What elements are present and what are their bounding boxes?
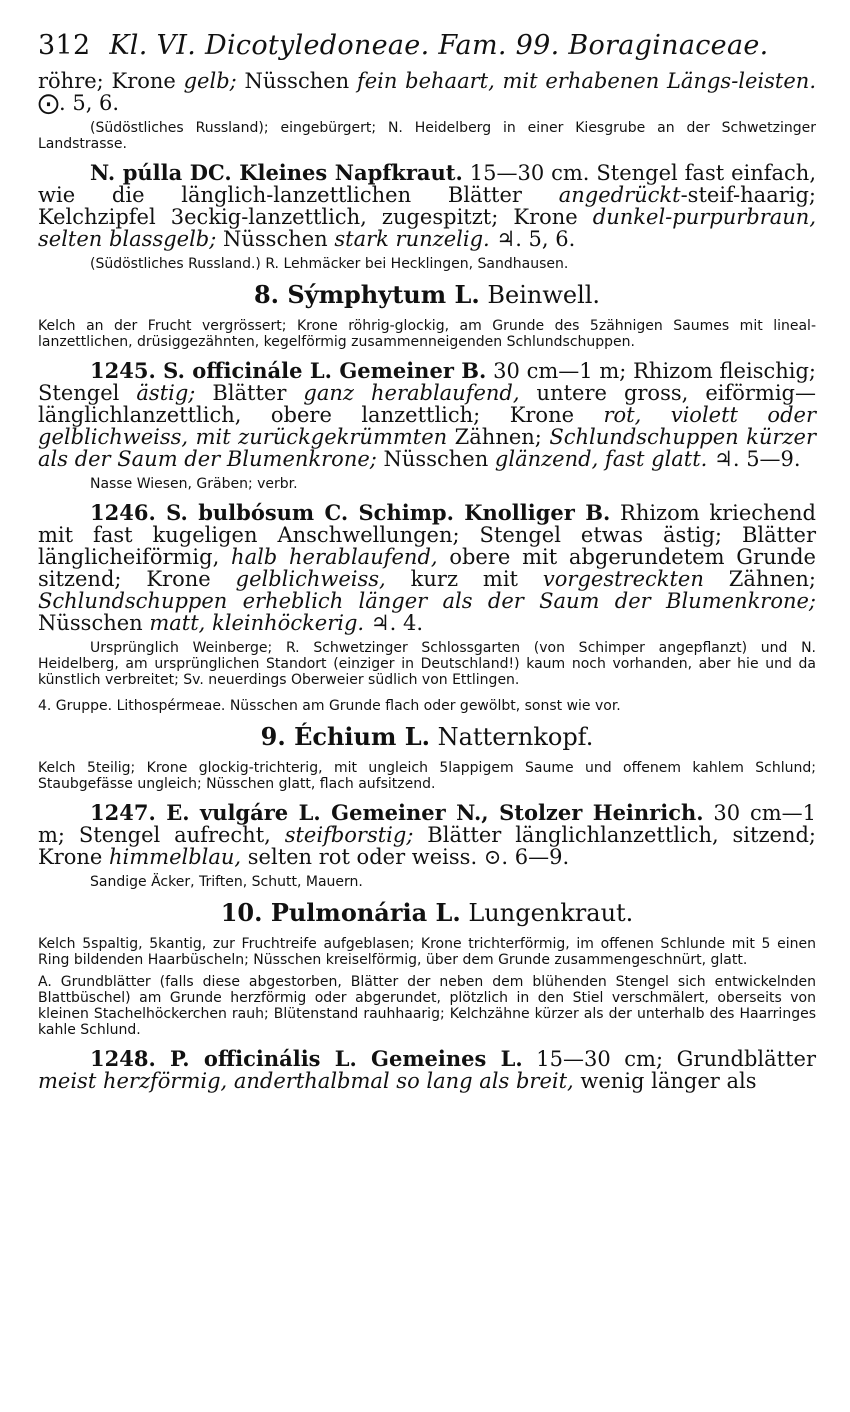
habitat-note: Ursprünglich Weinberge; R. Schwetzinger Schlossgarten (von Schimper angepflanzt) und N. Heidelberg, am ursprünglichen Standort (einziger in Deutschland!) kaum noch vorhanden, aber hie und da künstlich verbreitet; Sv. neuerdings Oberweier südlich von Ettlingen. [38,640,816,688]
species-n-pulla: N. púlla DC. Kleines Napfkraut. 15—30 cm. Stengel fast einfach, wie die länglich-lanzettlichen Blätter angedrückt-steif-haarig; Kelchzipfel 3eckig-lanzettlich, zugespitzt; Krone dunkel-purpurbraun, selten blassgelb; Nüsschen stark runzelig. ♃. 5, 6. [38,160,817,251]
species-name: 1246. S. bulbósum C. Schimp. Knolliger B. [90,500,611,525]
species-1246: 1246. S. bulbósum C. Schimp. Knolliger B. Rhizom kriechend mit fast kugeligen Anschwellungen; Stengel etwas ästig; Blätter länglicheiförmig, halb herablaufend, obere mit abgerundetem Grunde sitzend; Krone gelblichweiss, kurz mit vorgestreckten Zähnen; Schlundschuppen erheblich länger als der Saum der Blumenkrone; Nüsschen matt, kleinhöckerig. ♃. 4. [38,500,816,635]
book-page [38,30,816,1092]
species-1247: 1247. E. vulgáre L. Gemeiner N., Stolzer Heinrich. 30 cm—1 m; Stengel aufrecht, steifborstig; Blätter länglichlanzettlich, sitzend; Krone himmelblau, selten rot oder weiss. ⊙. 6—9. [38,800,816,869]
paragraph-continuation: röhre; Krone gelb; Nüsschen fein behaart, mit erhabenen Längs-leisten. ⨀. 5, 6. [38,69,816,115]
species-1248: 1248. P. officinális L. Gemeines L. 15—30 cm; Grundblätter meist herzförmig, anderthalbmal so lang als breit, wenig länger als [38,1046,816,1093]
genus-description: Kelch 5teilig; Krone glockig-trichterig, mit ungleich 5lappigem Saume und offenem kahlem Schlund; Staubgefässe ungleich; Nüsschen glatt, flach aufsitzend. [38,760,816,792]
key-section-a: A. Grundblätter (falls diese abgestorben, Blätter der neben dem blühenden Stengel sich entwickelnden Blattbüschel) am Grunde herzförmig oder abgerundet, plötzlich in den Stiel verschmälert, oberseits von kleinen Stachelhöckerchen rauh; Blütenstand rauhhaarig; Kelchzähne kürzer als der unterhalb des Haarringes kahle Schlund. [38,974,816,1038]
species-name: 1245. S. officinále L. Gemeiner B. [90,358,487,383]
habitat-note: (Südöstliches Russland.) R. Lehmäcker bei Hecklingen, Sandhausen. [90,256,569,272]
genus-description: Kelch 5spaltig, 5kantig, zur Fruchtreife aufgeblasen; Krone trichterförmig, im offenen Schlunde mit 5 einen Ring bildenden Haarbüscheln; Nüsschen kreiselförmig, über dem Grunde zusammengeschnürt, glatt. [38,936,816,968]
running-header [38,30,816,70]
header-title: Kl. VI. Dicotyledoneae. Fam. 99. Boraginaceae. [109,30,769,61]
habitat-note: Sandige Äcker, Triften, Schutt, Mauern. [90,874,363,890]
group-heading: 4. Gruppe. Lithospérmeae. Nüsschen am Grunde flach oder gewölbt, sonst wie vor. [38,698,621,714]
genus-heading-pulmonaria: 10. Pulmonária L. Lungenkraut. [220,898,634,927]
species-name: 1248. P. officinális L. Gemeines L. [90,1046,523,1071]
species-1245: 1245. S. officinále L. Gemeiner B. 30 cm—1 m; Rhizom fleischig; Stengel ästig; Blätter ganz herablaufend, untere gross, eiförmig—länglichlanzettlich, obere lanzettlich; Krone rot, violett oder gelblichweiss, mit zurückgekrümmten Zähnen; Schlundschuppen kürzer als der Saum der Blumenkrone; Nüsschen glänzend, fast glatt. ♃. 5—9. [38,358,816,471]
genus-description: Kelch an der Frucht vergrössert; Krone röhrig-glockig, am Grunde des 5zähnigen Saumes mit lineal-lanzettlichen, drüsiggezähnten, kegelförmig zusammenneigenden Schlundschuppen. [38,318,816,350]
species-name: 1247. E. vulgáre L. Gemeiner N., Stolzer Heinrich. [90,800,704,825]
genus-heading-symphytum: 8. Sýmphytum L. Beinwell. [253,280,601,309]
page-number: 312 [38,30,91,61]
habitat-note: Nasse Wiesen, Gräben; verbr. [90,476,298,492]
species-name: N. púlla DC. Kleines Napfkraut. [90,160,463,185]
habitat-note: (Südöstliches Russland); eingebürgert; N. Heidelberg in einer Kiesgrube an der Schwetzinger Landstrasse. [38,120,816,152]
genus-heading-echium: 9. Échium L. Natternkopf. [260,722,594,751]
